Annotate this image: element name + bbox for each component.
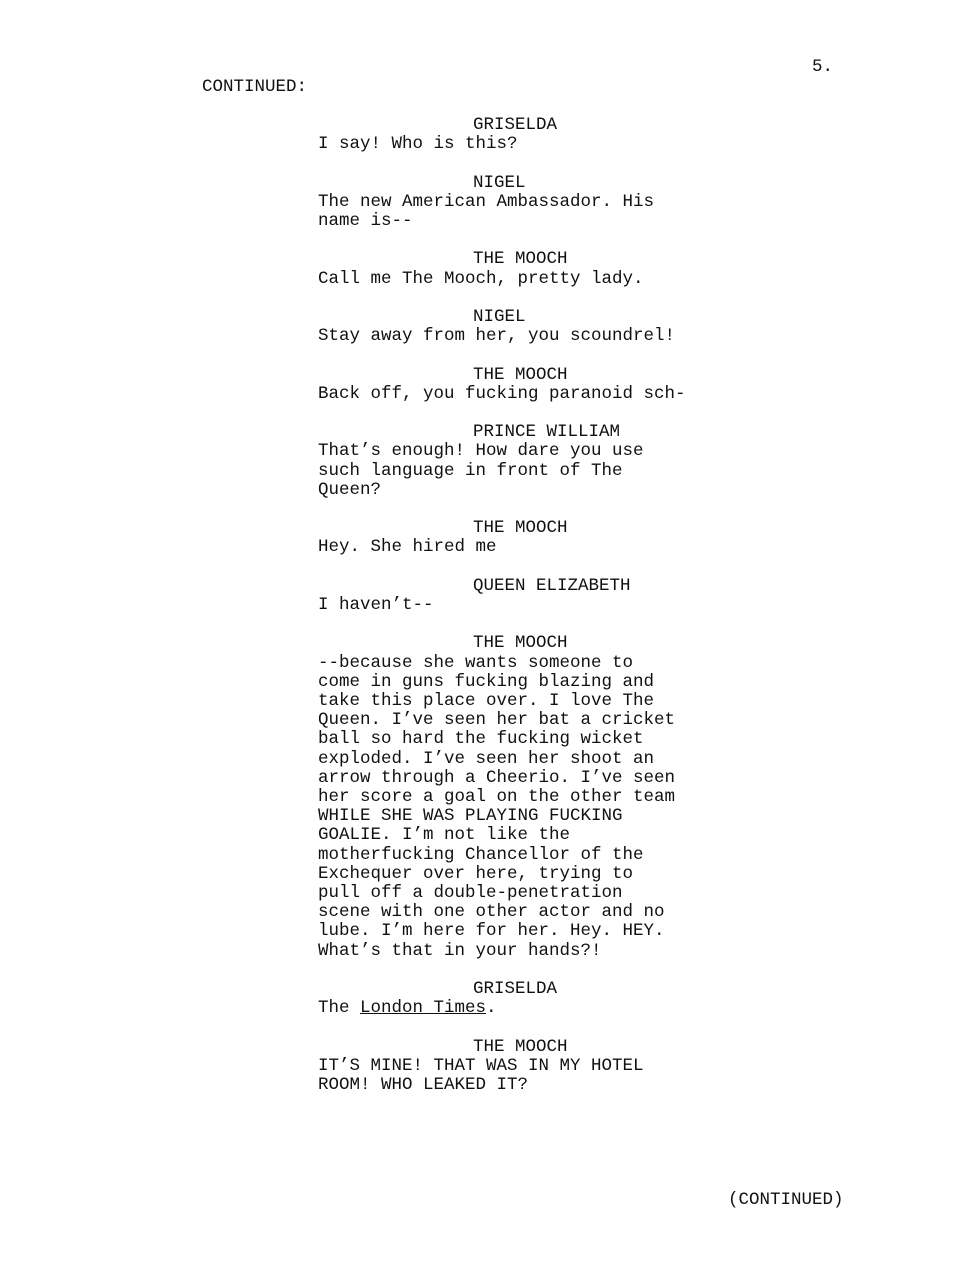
- dialogue-line: her score a goal on the other team: [318, 786, 676, 807]
- dialogue-line: Queen. I’ve seen her bat a cricket: [318, 710, 676, 731]
- dialogue-area: [318, 116, 738, 1114]
- newspaper-title: London Times: [360, 998, 487, 1019]
- dialogue-line: Stay away from her, you scoundrel!: [318, 326, 676, 347]
- dialogue-line: Exchequer over here, trying to: [318, 863, 634, 884]
- dialogue-block: [318, 174, 738, 232]
- dialogue-block: [318, 980, 738, 1018]
- dialogue-line: arrow through a Cheerio. I’ve seen: [318, 767, 676, 788]
- dialogue-line: come in guns fucking blazing and: [318, 671, 655, 692]
- dialogue-line: ROOM! WHO LEAKED IT?: [318, 1075, 529, 1095]
- character-name: PRINCE WILLIAM: [473, 422, 621, 443]
- dialogue-line: I say! Who is this?: [318, 134, 518, 155]
- character-name: GRISELDA: [473, 979, 558, 999]
- dialogue-block: [318, 308, 738, 346]
- dialogue-line: lube. I’m here for her. Hey. HEY.: [318, 921, 665, 942]
- dialogue-line: Hey. She hired me: [318, 537, 497, 558]
- dialogue-line: WHILE SHE WAS PLAYING FUCKING: [318, 806, 623, 827]
- dialogue-text: .: [486, 998, 497, 1019]
- character-name: THE MOOCH: [473, 249, 568, 270]
- dialogue-block: [318, 634, 738, 960]
- character-name: THE MOOCH: [473, 364, 568, 385]
- character-name: THE MOOCH: [473, 518, 568, 539]
- dialogue-block: [318, 1038, 738, 1096]
- dialogue-line: [318, 999, 738, 1018]
- character-name: THE MOOCH: [473, 633, 568, 654]
- character-name: QUEEN ELIZABETH: [473, 575, 631, 596]
- dialogue-line: take this place over. I love The: [318, 690, 655, 711]
- dialogue-line: name is--: [318, 211, 413, 231]
- page-number: 5.: [812, 57, 834, 77]
- dialogue-line: What’s that in your hands?!: [318, 940, 602, 961]
- dialogue-line: IT’S MINE! THAT WAS IN MY HOTEL: [318, 1055, 644, 1076]
- dialogue-block: [318, 250, 738, 288]
- dialogue-line: motherfucking Chancellor of the: [318, 844, 644, 865]
- dialogue-line: Queen?: [318, 479, 382, 500]
- continued-footer: (CONTINUED): [728, 1190, 844, 1210]
- dialogue-line: exploded. I’ve seen her shoot an: [318, 748, 655, 769]
- dialogue-line: GOALIE. I’m not like the: [318, 825, 571, 846]
- character-name: NIGEL: [473, 172, 526, 193]
- character-name: GRISELDA: [473, 115, 558, 135]
- character-name: NIGEL: [473, 306, 526, 327]
- dialogue-block: [318, 423, 738, 500]
- dialogue-line: pull off a double-penetration: [318, 883, 623, 903]
- continued-header: CONTINUED:: [202, 77, 308, 97]
- dialogue-line: Call me The Mooch, pretty lady.: [318, 268, 644, 289]
- dialogue-line: such language in front of The: [318, 460, 623, 481]
- dialogue-block: [318, 366, 738, 404]
- dialogue-line: The new American Ambassador. His: [318, 191, 655, 212]
- dialogue-line: --because she wants someone to: [318, 652, 634, 673]
- character-name: THE MOOCH: [473, 1036, 568, 1057]
- dialogue-text: The: [318, 998, 361, 1019]
- dialogue-block: [318, 519, 738, 557]
- dialogue-block: [318, 116, 738, 154]
- dialogue-line: ball so hard the fucking wicket: [318, 729, 644, 750]
- dialogue-line: That’s enough! How dare you use: [318, 441, 644, 462]
- dialogue-block: [318, 577, 738, 615]
- dialogue-line: scene with one other actor and no: [318, 902, 665, 923]
- dialogue-line: Back off, you fucking paranoid sch-: [318, 383, 686, 404]
- dialogue-line: I haven’t--: [318, 594, 434, 615]
